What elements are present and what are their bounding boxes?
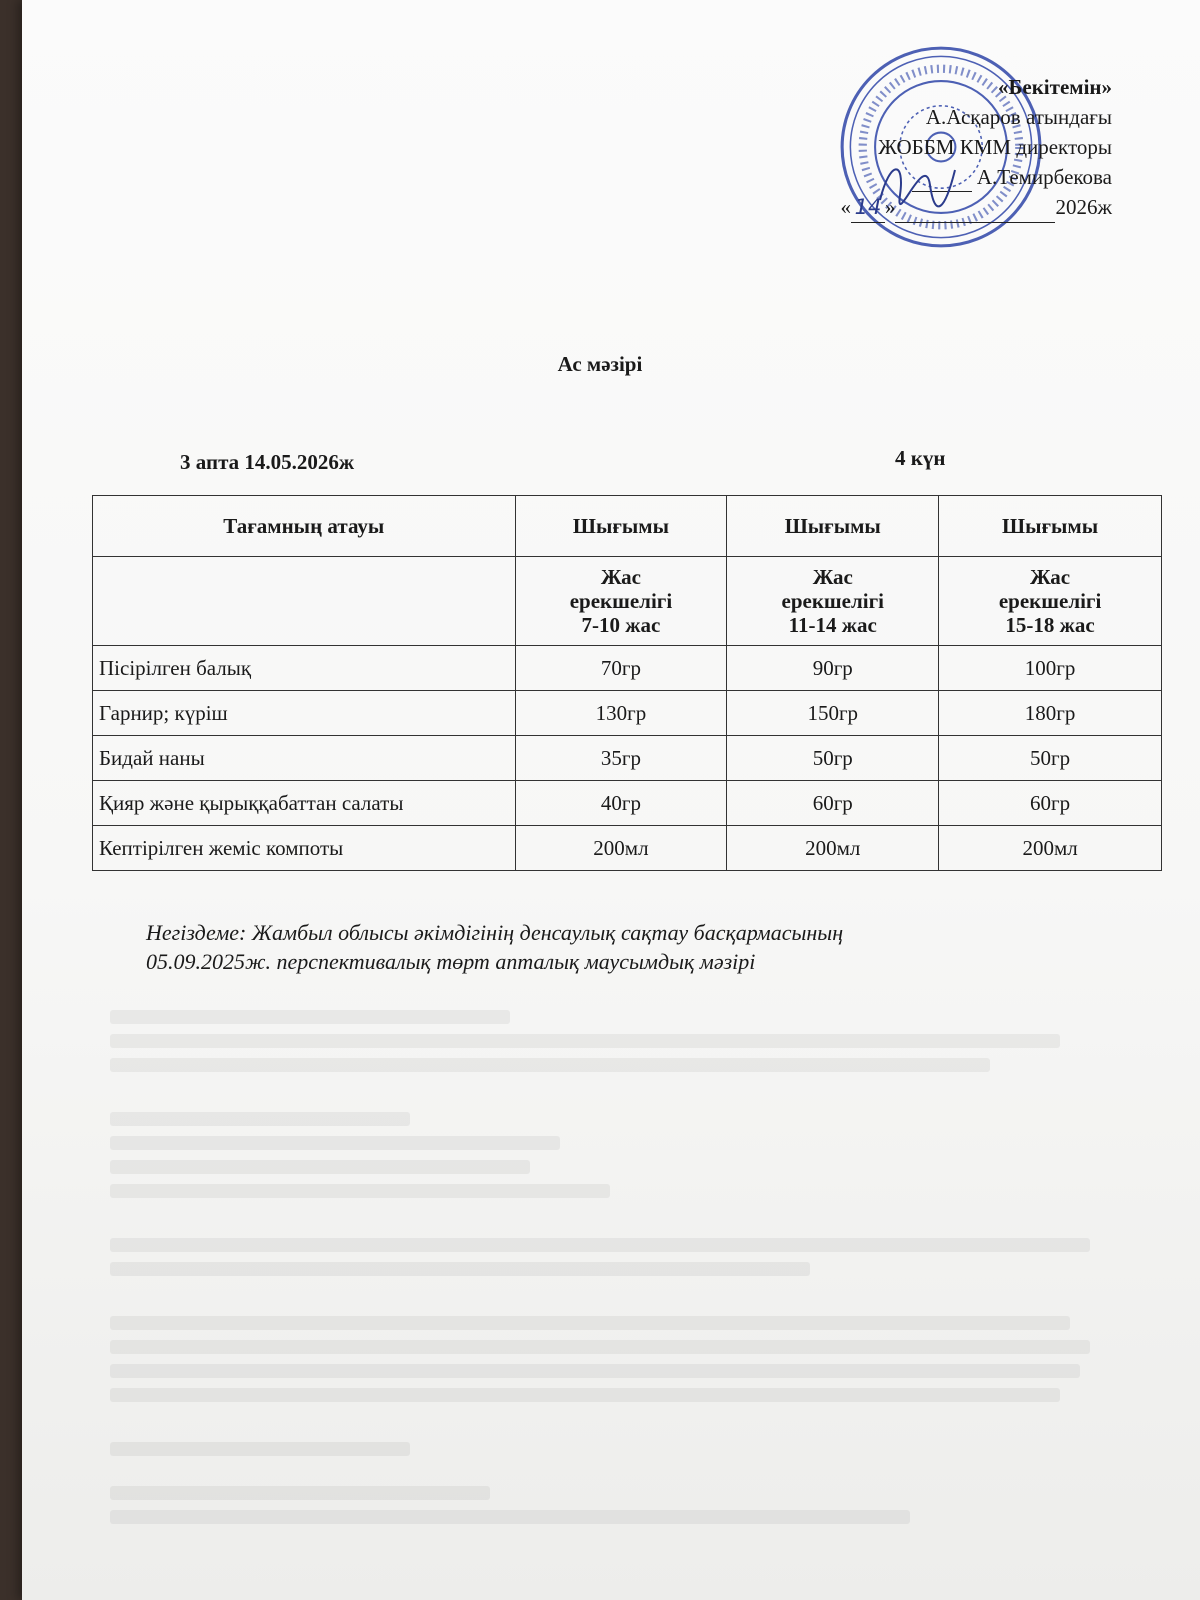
table-header-row [93,496,1162,557]
table-row [93,781,1162,826]
age-label: ерекшелігі [998,589,1102,613]
age-label: Жас [812,565,853,589]
yield-value: 50гр [727,736,939,781]
yield-value: 50гр [939,736,1162,781]
age-cell-1 [515,557,727,646]
table-row [93,646,1162,691]
date-quote-open: « [840,195,851,219]
yield-value: 130гр [515,691,727,736]
age-row [93,557,1162,646]
date-year: 2026ж [1055,195,1112,219]
yield-value: 200мл [515,826,727,871]
dish-name: Пісірілген балық [93,646,516,691]
age-empty-cell [93,557,516,646]
age-range: 7-10 жас [581,613,661,637]
dish-name: Гарнир; күріш [93,691,516,736]
age-label: Жас [1030,565,1071,589]
yield-value: 60гр [939,781,1162,826]
age-cell-3 [939,557,1162,646]
age-label: Жас [600,565,641,589]
basis-note [146,918,1146,976]
week-date: 3 апта 14.05.2026ж [180,450,355,474]
dish-name: Кептірілген жеміс компоты [93,826,516,871]
age-label: ерекшелігі [569,589,673,613]
yield-value: 35гр [515,736,727,781]
approval-heading: «Бекітемін» [997,75,1112,99]
approval-name: А.Темирбекова [976,165,1112,189]
column-header-yield-3: Шығымы [939,496,1162,557]
day-number: 4 күн [895,446,946,470]
table-row [93,691,1162,736]
approval-school: А.Асқаров атындағы [925,105,1112,129]
dish-name: Қияр және қырыққабаттан салаты [93,781,516,826]
age-range: 15-18 жас [1005,613,1095,637]
show-through-text [110,1000,1110,1534]
date-day: 14 [851,192,885,223]
basis-line-1: Негіздеме: Жамбыл облысы әкімдігінің денсаулық сақтау басқармасының [146,920,844,945]
yield-value: 200мл [939,826,1162,871]
column-header-dish: Тағамның атауы [93,496,516,557]
table-row [93,826,1162,871]
basis-line-2: 05.09.2025ж. перспективалық төрт апталық маусымдық мәзірі [146,949,756,974]
age-range: 11-14 жас [788,613,877,637]
yield-value: 150гр [727,691,939,736]
yield-value: 60гр [727,781,939,826]
column-header-yield-1: Шығымы [515,496,727,557]
approval-position: ЖОББМ КММ директоры [878,135,1112,159]
age-label: ерекшелігі [781,589,884,613]
yield-value: 70гр [515,646,727,691]
date-quote-close: » [884,195,896,219]
table-row [93,736,1162,781]
signature-icon [870,140,960,220]
yield-value: 90гр [727,646,939,691]
menu-table [92,495,1162,871]
yield-value: 180гр [939,691,1162,736]
column-header-yield-2: Шығымы [727,496,939,557]
page-title: Ас мәзірі [557,352,643,376]
dish-name: Бидай наны [93,736,516,781]
yield-value: 200мл [727,826,939,871]
age-cell-2 [727,557,939,646]
yield-value: 40гр [515,781,727,826]
yield-value: 100гр [939,646,1162,691]
